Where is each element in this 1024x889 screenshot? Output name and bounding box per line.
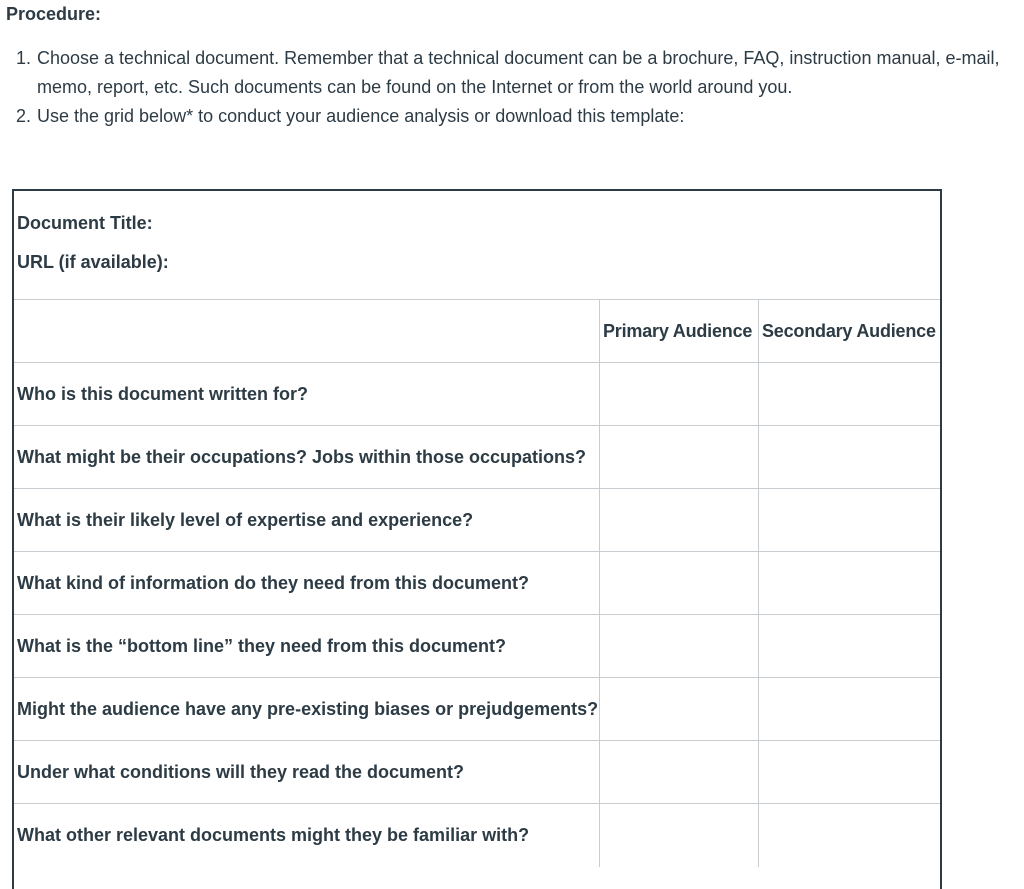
question-cell: What is their likely level of expertise and experience? [14,489,600,551]
table-row [14,678,940,741]
secondary-answer-cell[interactable] [759,615,940,677]
step-text: Choose a technical document. Remember that a technical document can be a brochure, FAQ, instruction manual, e-mail, memo, report, etc. Such documents can be found on the Internet or from the world around you. [37,48,1000,97]
table-row [14,426,940,489]
primary-answer-cell[interactable] [600,804,759,867]
procedure-step-1 [16,44,1020,102]
primary-answer-cell[interactable] [600,615,759,677]
procedure-step-2 [16,102,1020,131]
url-label: URL (if available): [17,252,169,272]
secondary-answer-cell[interactable] [759,426,940,488]
secondary-answer-cell[interactable] [759,741,940,803]
secondary-answer-cell[interactable] [759,489,940,551]
primary-answer-cell[interactable] [600,426,759,488]
table-row [14,363,940,426]
step-number: 2. [16,106,32,126]
table-row [14,615,940,678]
primary-answer-cell[interactable] [600,552,759,614]
audience-analysis-grid [12,189,942,889]
primary-answer-cell[interactable] [600,678,759,740]
question-cell: What other relevant documents might they be familiar with? [14,804,600,867]
table-row [14,552,940,615]
secondary-answer-cell[interactable] [759,678,940,740]
primary-answer-cell[interactable] [600,363,759,425]
step-text: Use the grid below* to conduct your audience analysis or download this template: [37,106,685,126]
secondary-answer-cell[interactable] [759,804,940,867]
header-blank-cell [14,300,600,362]
question-cell: Under what conditions will they read the document? [14,741,600,803]
question-cell: What might be their occupations? Jobs within those occupations? [14,426,600,488]
secondary-audience-header: Secondary Audience [762,320,936,341]
table-row [14,741,940,804]
secondary-answer-cell[interactable] [759,552,940,614]
secondary-answer-cell[interactable] [759,363,940,425]
question-cell: Who is this document written for? [14,363,600,425]
primary-audience-header: Primary Audience [600,300,759,362]
document-title-label: Document Title: [17,213,153,233]
primary-answer-cell[interactable] [600,741,759,803]
procedure-steps [16,44,1020,131]
step-number: 1. [16,48,32,68]
document-info-row [14,191,940,300]
question-cell: What is the “bottom line” they need from this document? [14,615,600,677]
question-cell: What kind of information do they need from this document? [14,552,600,614]
question-cell: Might the audience have any pre-existing biases or prejudgements? [14,678,600,740]
procedure-heading: Procedure: [6,4,102,24]
primary-answer-cell[interactable] [600,489,759,551]
grid-header-row [14,300,940,363]
table-row [14,804,940,867]
table-row [14,489,940,552]
